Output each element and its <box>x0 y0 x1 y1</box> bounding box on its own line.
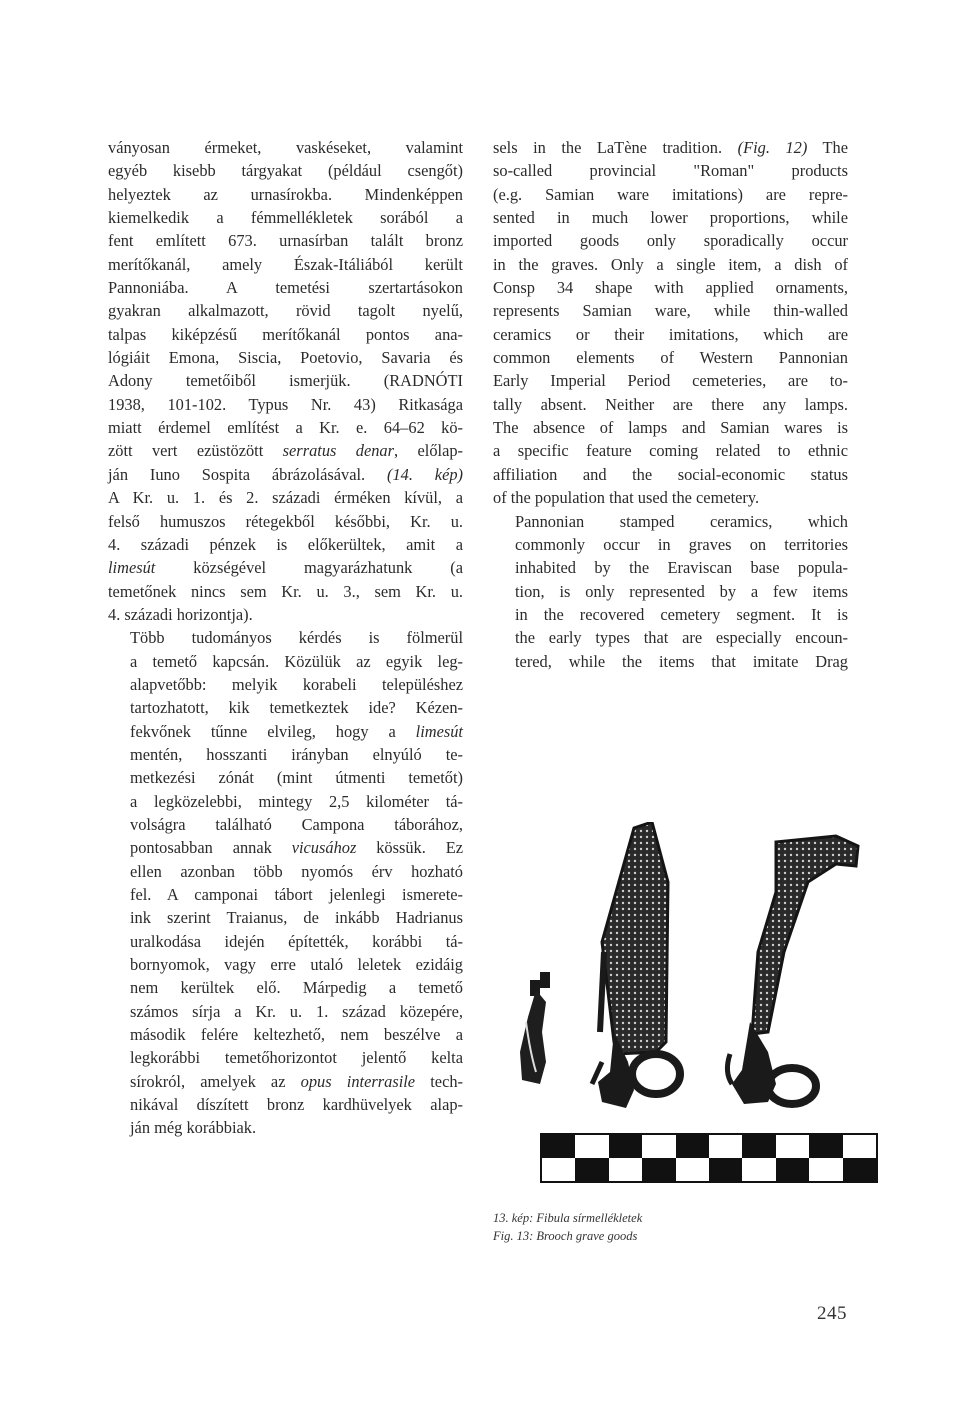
scale-bar-cell <box>776 1158 809 1181</box>
text-line: fel. A camponai tábort jelenlegi ismerete- <box>130 885 463 904</box>
text-line: ink szerint Traianus, de inkább Hadrianus <box>130 908 463 928</box>
text-line: in the graves. Only a single item, a dish of <box>493 254 848 274</box>
italic-term: limesút <box>415 721 463 741</box>
text-run: , előlap- <box>394 441 463 461</box>
text-line: kiemelkedik a fémmellékletek sorából a <box>108 208 463 228</box>
text-line: Pannoniába. A temetési szertartásokon <box>108 278 463 298</box>
scale-bar-cell <box>575 1135 608 1158</box>
text-line: lógiáit Emona, Siscia, Poetovio, Savaria és <box>108 348 463 368</box>
italic-term: vicusához <box>291 838 357 858</box>
caption-hungarian: 13. kép: Fibula sírmellékletek <box>493 1211 643 1225</box>
scale-bar-cell <box>542 1135 575 1158</box>
scale-bar-cell <box>676 1135 709 1158</box>
text-line: tally absent. Neither are there any lamps. <box>493 394 848 414</box>
text-line: tartozhatott, kik temetkeztek ide? Kézen- <box>130 698 463 718</box>
text-line: tion, is only represented by a few items <box>515 581 848 601</box>
right-paragraph-1 <box>493 136 848 510</box>
scale-bar-cell <box>776 1135 809 1158</box>
text-run: tech- <box>415 1071 463 1091</box>
text-line: egyéb kisebb tárgyakat (például csengőt) <box>108 161 463 181</box>
text-line: The absence of lamps and Samian wares is <box>493 418 848 438</box>
text-line: represents Samian ware, while thin-walled <box>493 301 848 321</box>
knee-brooch <box>727 836 858 1104</box>
left-column <box>108 136 463 1140</box>
text-line: Több tudományos kérdés is fölmerül <box>130 628 463 648</box>
brooch-photograph <box>506 822 876 1152</box>
text-line: a specific feature coming related to ethnic <box>493 441 848 461</box>
text-line: imported goods only sporadically occur <box>493 231 848 251</box>
scale-bar-cell <box>742 1158 775 1181</box>
text-line: 1938, 101-102. Typus Nr. 43) Ritkasága <box>108 394 463 414</box>
scale-bar-cell <box>809 1158 842 1181</box>
scale-bar-cell <box>843 1135 876 1158</box>
text-line: fent említett 673. urnasírban talált bronz <box>108 231 463 251</box>
left-paragraph-2 <box>108 626 463 1140</box>
figure-reference: (14. kép) <box>387 464 463 484</box>
scale-bar-cell <box>542 1158 575 1181</box>
text-line <box>493 136 848 159</box>
text-run: kössük. Ez <box>356 838 463 858</box>
scale-bar-cell <box>742 1135 775 1158</box>
text-line: so-called provincial "Roman" products <box>493 161 848 181</box>
text-line: volságra található Campona táborához, <box>130 814 463 834</box>
text-line: A Kr. u. 1. és 2. századi érméken kívül, a <box>108 488 463 508</box>
text-line: the early types that are especially encoun- <box>515 628 848 648</box>
scale-bar-cell <box>609 1135 642 1158</box>
text-line: második felére keltezhető, nem beszélve a <box>130 1025 463 1045</box>
right-column <box>493 136 848 673</box>
text-line: ceramics or their imitations, which are <box>493 324 848 344</box>
text-line: common elements of Western Pannonian <box>493 348 848 368</box>
text-line <box>108 556 463 579</box>
text-line: talpas kiképzésű merítőkanál pontos ana- <box>108 324 463 344</box>
text-line: sented in much lower proportions, while <box>493 208 848 228</box>
scale-bar-cell <box>609 1158 642 1181</box>
small-brooch <box>520 972 550 1084</box>
text-line: nikával díszített bronz kardhüvelyek alap- <box>130 1095 463 1115</box>
page-number: 245 <box>817 1303 847 1324</box>
scale-bar-cell <box>709 1158 742 1181</box>
text-line: Consp 34 shape with applied ornaments, <box>493 278 848 298</box>
scale-bar-cell <box>809 1135 842 1158</box>
text-line: nem kerültek elő. Márpedig a temető <box>130 978 463 998</box>
text-line: alapvetőbb: melyik korabeli településhez <box>130 674 463 694</box>
text-line: inhabited by the Eraviscan base popula- <box>515 558 848 578</box>
text-line: (e.g. Samian ware imitations) are repre- <box>493 184 848 204</box>
text-line: affiliation and the social-economic status <box>493 464 848 484</box>
brooch-illustration <box>506 822 876 1132</box>
text-line <box>108 463 463 486</box>
caption-english: Fig. 13: Brooch grave goods <box>493 1229 638 1243</box>
text-line: 4. századi horizontja). <box>108 604 253 624</box>
scale-bar-cell <box>642 1158 675 1181</box>
text-line: bornyomok, vagy erre utaló leletek ezidáig <box>130 955 463 975</box>
text-line: merítőkanál, amely Észak-Itáliából került <box>108 254 463 274</box>
text-line: Adony temetőiből ismerjük. (RADNÓTI <box>108 371 463 391</box>
text-line: Early Imperial Period cemeteries, are to- <box>493 371 848 391</box>
text-line: a legközelebbi, mintegy 2,5 kilométer tá- <box>130 791 463 811</box>
text-run: zött vert ezüstözött <box>108 441 283 461</box>
text-line: temetőnek nincs sem Kr. u. 3., sem Kr. u. <box>108 581 463 601</box>
text-line: in the recovered cemetery segment. It is <box>515 604 848 624</box>
text-line <box>108 439 463 462</box>
text-run: községével magyarázhatunk (a <box>155 558 463 578</box>
text-run: sírokról, amelyek az <box>130 1071 301 1091</box>
text-run: fekvőnek tűnne elvileg, hogy a <box>130 721 416 741</box>
text-line: a temető kapcsán. Közülük az egyik leg- <box>130 651 463 671</box>
text-line: gyakran alkalmazott, rövid tagolt nyelű, <box>108 301 463 321</box>
text-line: ellen azonban több nyomós érv hozható <box>130 861 463 881</box>
text-line: of the population that used the cemetery. <box>493 488 760 508</box>
text-line <box>108 1070 463 1093</box>
text-line: mentén, hosszanti irányban elnyúló te- <box>130 744 463 764</box>
scale-bar-cell <box>575 1158 608 1181</box>
text-line: metkezési zónát (mint útmenti temetőt) <box>130 768 463 788</box>
text-run: ján Iuno Sospita ábrázolásával. <box>108 464 387 484</box>
text-line: tered, while the items that imitate Drag <box>515 651 848 671</box>
text-line: legkorábbi temetőhorizontot jelentő kelta <box>130 1048 463 1068</box>
text-run: The <box>807 138 848 157</box>
scale-bar-cell <box>676 1158 709 1181</box>
italic-term: opus interrasile <box>300 1071 416 1091</box>
text-line: ján még korábbiak. <box>130 1118 257 1138</box>
text-line <box>108 836 463 859</box>
text-line: ványosan érmeket, vaskéseket, valamint <box>108 138 463 157</box>
left-paragraph-1 <box>108 136 463 626</box>
large-brooch <box>592 822 680 1108</box>
scale-bar-cell <box>642 1135 675 1158</box>
text-line: commonly occur in graves on territories <box>515 534 848 554</box>
text-line: számos sírja a Kr. u. 1. század közepére, <box>130 1001 463 1021</box>
scale-bar <box>540 1133 878 1183</box>
figure-reference: (Fig. 12) <box>737 138 808 157</box>
scale-bar-cell <box>843 1158 876 1181</box>
text-line: felső humuszos rétegekből későbbi, Kr. u. <box>108 511 463 531</box>
scale-bar-cell <box>709 1135 742 1158</box>
text-line: uralkodása idején építették, korábbi tá- <box>130 931 463 951</box>
text-line: 4. századi pénzek is előkerültek, amit a <box>108 534 463 554</box>
text-line <box>108 720 463 743</box>
italic-term: serratus denar <box>282 441 395 461</box>
text-line: Pannonian stamped ceramics, which <box>515 511 848 531</box>
text-line: helyeztek az urnasírokba. Mindenképpen <box>108 184 463 204</box>
text-run: sels in the LaTène tradition. <box>493 138 738 157</box>
figure-caption <box>493 1209 642 1245</box>
italic-term: limesút <box>108 558 156 578</box>
text-line: miatt érdemel említést a Kr. e. 64–62 kö- <box>108 418 463 438</box>
text-run: pontosabban annak <box>130 838 292 858</box>
right-paragraph-2 <box>493 510 848 673</box>
